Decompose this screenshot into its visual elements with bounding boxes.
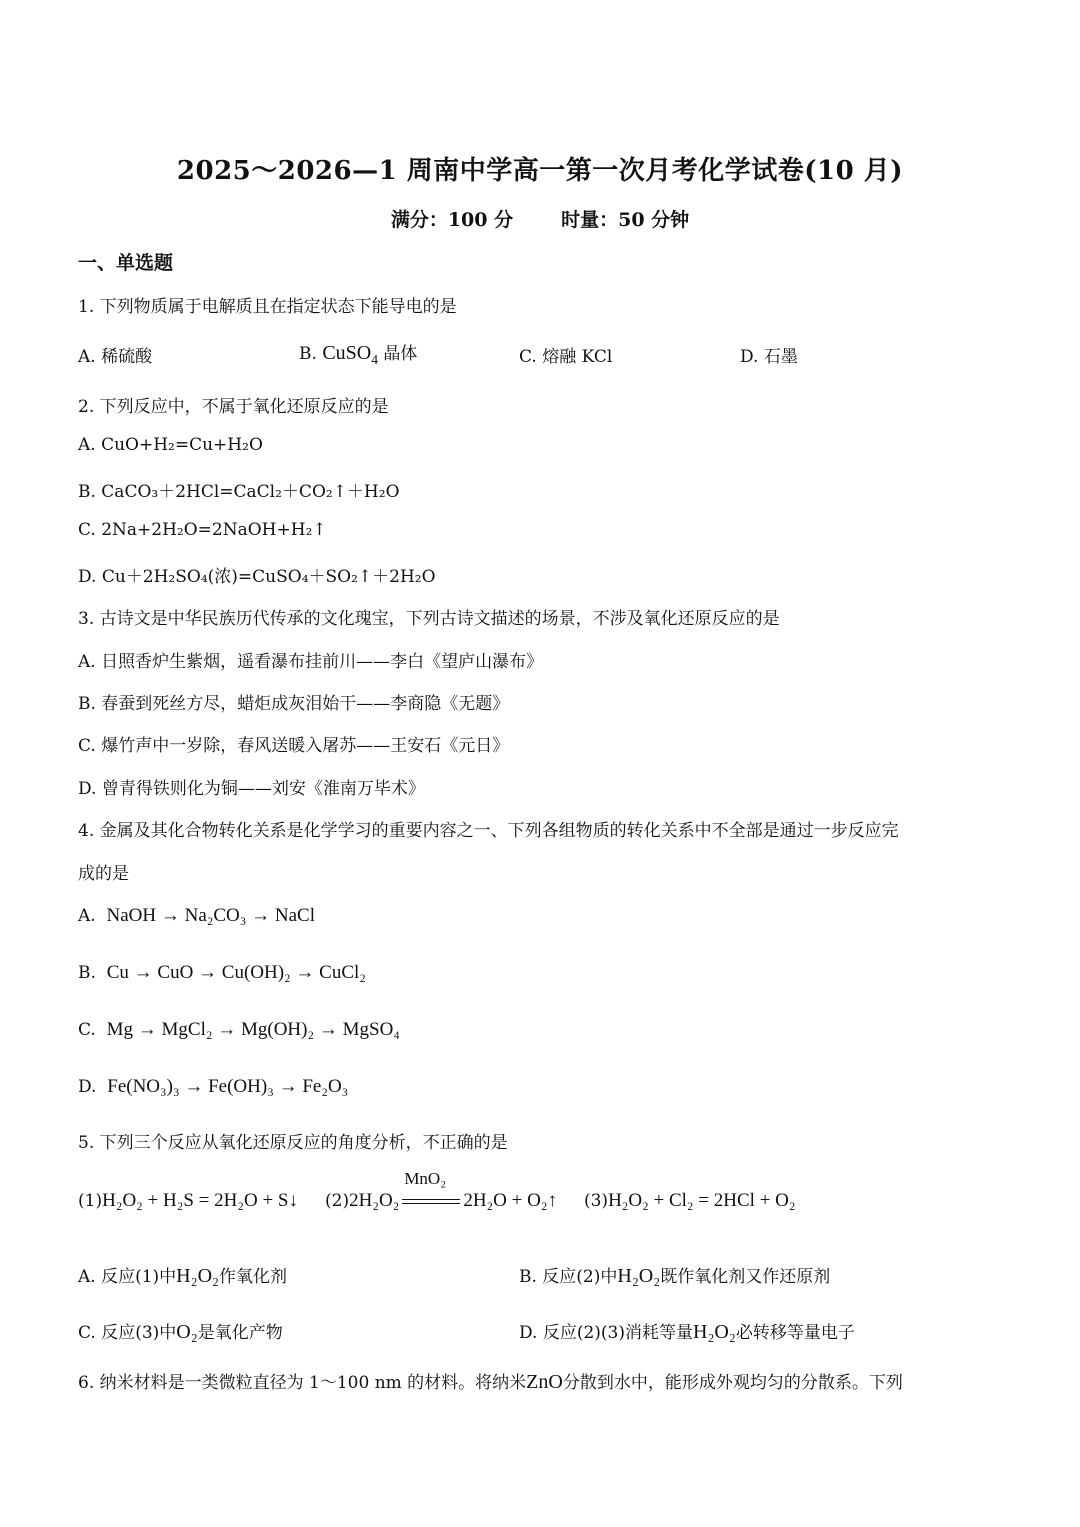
q2-stem: 2. 下列反应中，不属于氧化还原反应的是 bbox=[78, 397, 389, 417]
q5-reactions bbox=[78, 1169, 796, 1212]
q3-stem: 3. 古诗文是中华民族历代传承的文化瑰宝，下列古诗文描述的场景，不涉及氧化还原反应的是 bbox=[78, 609, 780, 629]
q1-option-c: C. 熔融 KCl bbox=[519, 347, 613, 367]
q4-stem-continued: 成的是 bbox=[78, 864, 129, 884]
q2-option-a: A. CuO+H₂=Cu+H₂O bbox=[78, 435, 263, 455]
q1-option-a: A. 稀硫酸 bbox=[78, 347, 153, 367]
q4-option-d: D. Fe(NO₃)₃ → Fe(OH)₃ → Fe₂O₃ bbox=[78, 1076, 349, 1097]
q4-option-d-formula: Fe(NO₃)₃ → Fe(OH)₃ → Fe₂O₃ bbox=[107, 1076, 349, 1097]
q4-option-a: A. NaOH → Na₂CO₃ → NaCl bbox=[78, 905, 315, 926]
q5-option-b: B. 反应(2)中H₂O₂既作氧化剂又作还原剂 bbox=[519, 1265, 831, 1287]
q1-option-b: B. CuSO$_4$ 晶体 bbox=[299, 342, 418, 367]
exam-info bbox=[0, 205, 1080, 232]
q2-option-d: D. Cu＋2H₂SO₄(浓)=CuSO₄＋SO₂↑＋2H₂O bbox=[78, 567, 436, 587]
q6-stem: 6. 纳米材料是一类微粒直径为 1～100 nm 的材料。将纳米ZnO分散到水中，能形成外观均匀的分散系。下列 bbox=[78, 1371, 903, 1393]
q4-option-b-formula: Cu → CuO → Cu(OH)₂ → CuCl₂ bbox=[106, 962, 366, 983]
q4-option-b: B. Cu → CuO → Cu(OH)₂ → CuCl₂ bbox=[78, 962, 366, 983]
q2-option-c: C. 2Na+2H₂O=2NaOH+H₂↑ bbox=[78, 520, 327, 540]
reaction-condition: MnO₂ bbox=[402, 1191, 460, 1211]
q3-option-c: C. 爆竹声中一岁除，春风送暖入屠苏——王安石《元日》 bbox=[78, 736, 510, 756]
page-title: 2025～2026—1 周南中学高一第一次月考化学试卷(10 月) bbox=[176, 156, 904, 186]
q3-option-d: D. 曾青得铁则化为铜——刘安《淮南万毕术》 bbox=[78, 779, 425, 799]
q4-option-c: C. Mg → MgCl₂ → Mg(OH)₂ → MgSO₄ bbox=[78, 1019, 400, 1040]
time-limit: 时量：50 分钟 bbox=[561, 209, 690, 231]
section-heading: 一、单选题 bbox=[78, 252, 174, 274]
q2-option-b: B. CaCO₃＋2HCl=CaCl₂＋CO₂↑＋H₂O bbox=[78, 482, 400, 502]
reaction-3: (3)H₂O₂ + Cl₂ = 2HCl + O₂ bbox=[583, 1190, 796, 1211]
q4-option-c-formula: Mg → MgCl₂ → Mg(OH)₂ → MgSO₄ bbox=[106, 1019, 400, 1040]
q5-option-d: D. 反应(2)(3)消耗等量H₂O₂必转移等量电子 bbox=[519, 1321, 855, 1343]
q5-option-a: A. 反应(1)中H₂O₂作氧化剂 bbox=[78, 1265, 288, 1287]
q3-option-b: B. 春蚕到死丝方尽，蜡炬成灰泪始干——李商隐《无题》 bbox=[78, 694, 510, 714]
q1-stem: 1. 下列物质属于电解质且在指定状态下能导电的是 bbox=[78, 297, 457, 317]
q1-option-d: D. 石墨 bbox=[740, 347, 798, 367]
reaction-2: (2)2H₂O₂ MnO₂ 2H₂O + O₂↑ bbox=[325, 1169, 557, 1211]
full-score: 满分：100 分 bbox=[390, 209, 514, 231]
q3-option-a: A. 日照香炉生紫烟，遥看瀑布挂前川——李白《望庐山瀑布》 bbox=[78, 652, 544, 672]
q4-option-a-formula: NaOH → Na₂CO₃ → NaCl bbox=[106, 905, 315, 926]
q4-stem: 4. 金属及其化合物转化关系是化学学习的重要内容之一、下列各组物质的转化关系中不全部是通过一步反应完 bbox=[78, 821, 899, 841]
q5-stem: 5. 下列三个反应从氧化还原反应的角度分析，不正确的是 bbox=[78, 1133, 508, 1153]
reaction-1: (1)H₂O₂ + H₂S = 2H₂O + S↓ bbox=[78, 1190, 298, 1211]
q5-option-c: C. 反应(3)中O₂是氧化产物 bbox=[78, 1321, 283, 1343]
